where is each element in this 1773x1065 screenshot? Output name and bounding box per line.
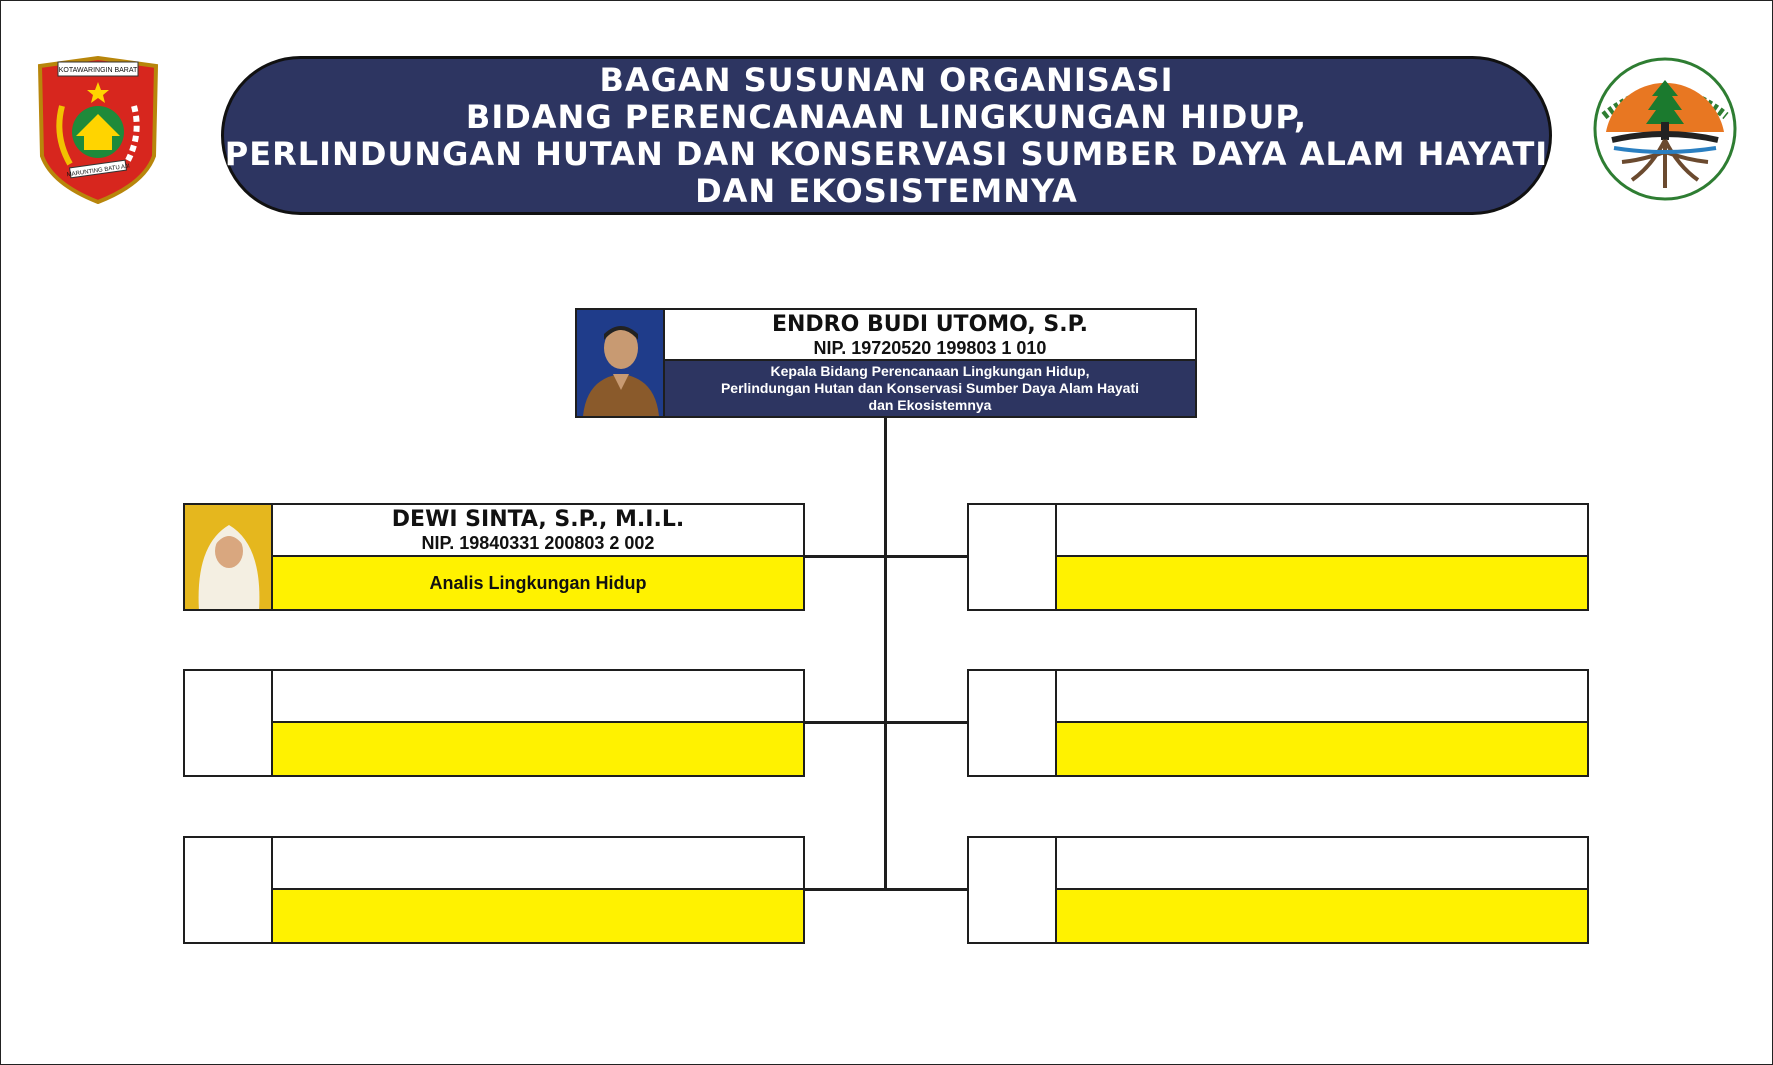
staff-role-cell-6	[1057, 890, 1587, 942]
staff-name-1: DEWI SINTA, S.P., M.I.L.	[391, 507, 685, 532]
staff-role-cell-1	[273, 557, 803, 609]
staff-node-6	[967, 836, 1589, 944]
head-role-line-2: Perlindungan Hutan dan Konservasi Sumber Daya Alam Hayati	[720, 379, 1140, 396]
title-line-1: BAGAN SUSUNAN ORGANISASI	[599, 60, 1174, 99]
staff-nip-1: NIP. 19840331 200803 2 002	[421, 533, 655, 553]
staff-node-4	[967, 669, 1589, 777]
head-name: ENDRO BUDI UTOMO, S.P.	[771, 312, 1089, 337]
title-line-4: DAN EKOSISTEMNYA	[695, 171, 1078, 210]
staff-role-cell-3	[273, 723, 803, 775]
staff-node-2	[967, 503, 1589, 611]
trunk-line	[884, 418, 887, 891]
staff-name-cell-5	[273, 838, 803, 890]
staff-name-cell-6	[1057, 838, 1587, 890]
head-nip: NIP. 19720520 199803 1 010	[813, 338, 1047, 358]
staff-node-1	[183, 503, 805, 611]
staff-photo-4	[969, 671, 1057, 775]
staff-name-cell-4	[1057, 671, 1587, 723]
head-photo	[577, 310, 665, 416]
staff-role-cell-2	[1057, 557, 1587, 609]
staff-name-cell-1	[273, 505, 803, 557]
branch-line-row-1	[803, 555, 968, 558]
head-role-line-1: Kepala Bidang Perencanaan Lingkungan Hidup,	[770, 362, 1090, 379]
staff-name-cell-3	[273, 671, 803, 723]
svg-text:MARUNTING BATU AJI: MARUNTING BATU AJI	[66, 163, 131, 179]
title-line-3: PERLINDUNGAN HUTAN DAN KONSERVASI SUMBER DAYA ALAM HAYATI	[224, 134, 1549, 173]
staff-photo-2	[969, 505, 1057, 609]
staff-role-cell-5	[273, 890, 803, 942]
staff-photo-6	[969, 838, 1057, 942]
title-banner	[221, 56, 1552, 215]
head-name-cell	[665, 310, 1195, 361]
head-role-cell	[665, 361, 1195, 416]
branch-line-row-3	[803, 888, 968, 891]
head-role-line-3: dan Ekosistemnya	[868, 396, 992, 413]
staff-node-3	[183, 669, 805, 777]
head-node	[575, 308, 1197, 418]
svg-text:KOTAWARINGIN BARAT: KOTAWARINGIN BARAT	[58, 67, 138, 74]
staff-node-5	[183, 836, 805, 944]
staff-photo-3	[185, 671, 273, 775]
staff-role-1: Analis Lingkungan Hidup	[429, 572, 647, 593]
regency-emblem-logo	[34, 56, 162, 204]
title-line-2: BIDANG PERENCANAAN LINGKUNGAN HIDUP,	[465, 97, 1308, 136]
staff-photo-5	[185, 838, 273, 942]
staff-photo-1	[185, 505, 273, 609]
staff-name-cell-2	[1057, 505, 1587, 557]
branch-line-row-2	[803, 721, 968, 724]
staff-role-cell-4	[1057, 723, 1587, 775]
ministry-emblem-logo	[1592, 56, 1738, 202]
